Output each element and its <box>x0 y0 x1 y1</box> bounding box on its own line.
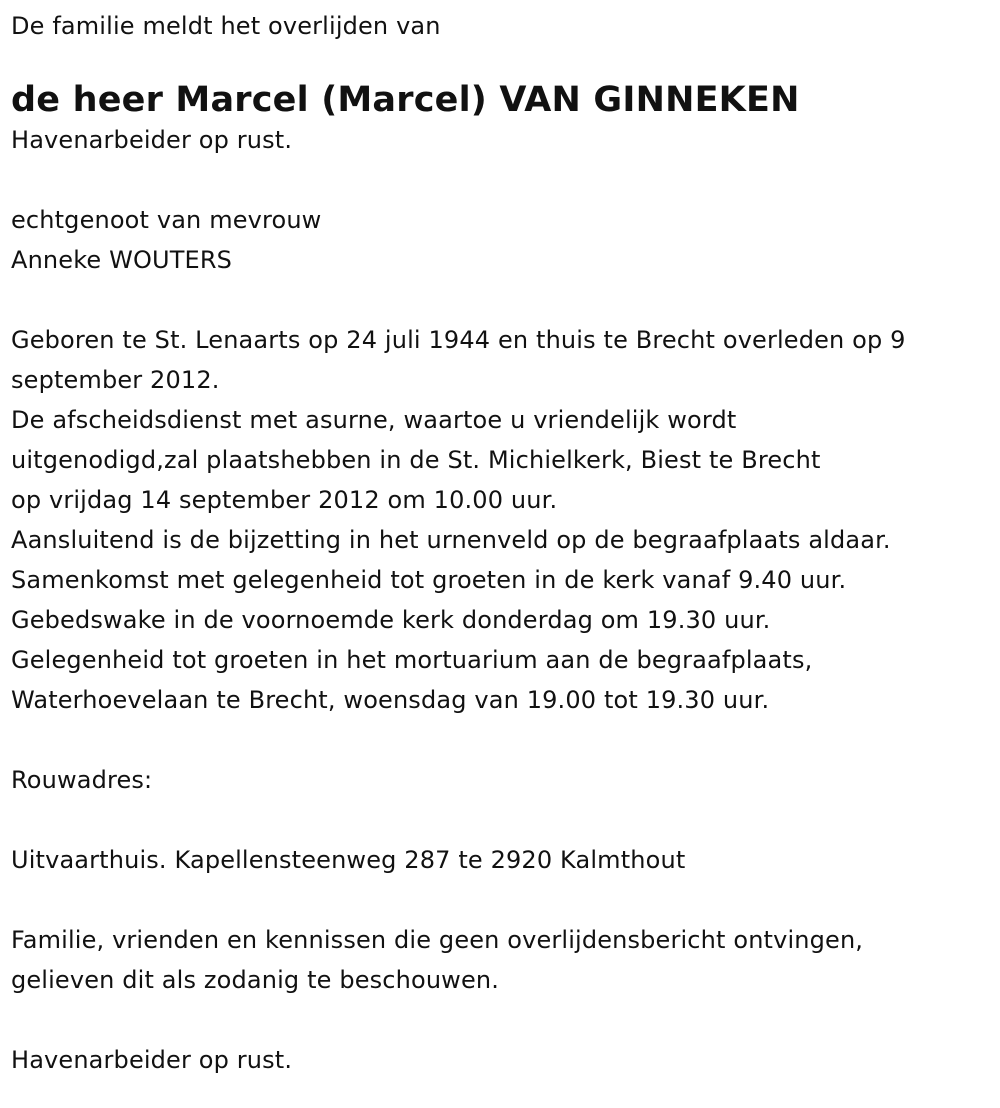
spacer <box>11 800 996 840</box>
spacer <box>11 1000 996 1040</box>
notice-line: Familie, vrienden en kennissen die geen overlijdensbericht ontvingen, <box>11 926 864 954</box>
details-line: Gelegenheid tot groeten in het mortuarium aan de begraafplaats, <box>11 646 813 674</box>
spouse-relation: echtgenoot van mevrouw <box>11 206 322 234</box>
deceased-occupation: Havenarbeider op rust. <box>11 126 293 154</box>
notice-line: gelieven dit als zodanig te beschouwen. <box>11 966 500 994</box>
closing-text: Havenarbeider op rust. <box>11 1046 293 1074</box>
spacer <box>11 720 996 760</box>
deceased-name: de heer Marcel (Marcel) VAN GINNEKEN <box>11 80 800 120</box>
details-line: uitgenodigd,zal plaatshebben in de St. Michielkerk, Biest te Brecht <box>11 446 821 474</box>
address-value: Uitvaarthuis. Kapellensteenweg 287 te 2920 Kalmthout <box>11 846 686 874</box>
spacer <box>11 880 996 920</box>
details-line: Geboren te St. Lenaarts op 24 juli 1944 en thuis te Brecht overleden op 9 <box>11 326 906 354</box>
details-block <box>11 320 996 720</box>
details-line: Gebedswake in de voornoemde kerk donderdag om 19.30 uur. <box>11 606 771 634</box>
notice-block <box>11 920 996 1000</box>
details-line: september 2012. <box>11 366 220 394</box>
intro-text: De familie meldt het overlijden van <box>11 12 441 40</box>
details-line: Samenkomst met gelegenheid tot groeten in de kerk vanaf 9.40 uur. <box>11 566 847 594</box>
address-label: Rouwadres: <box>11 766 153 794</box>
details-line: Aansluitend is de bijzetting in het urnenveld op de begraafplaats aldaar. <box>11 526 891 554</box>
details-line: De afscheidsdienst met asurne, waartoe u vriendelijk wordt <box>11 406 737 434</box>
details-line: op vrijdag 14 september 2012 om 10.00 uur. <box>11 486 558 514</box>
spacer <box>11 160 996 200</box>
spacer <box>11 46 996 73</box>
obituary-document <box>11 0 996 1080</box>
spouse-name: Anneke WOUTERS <box>11 246 233 274</box>
spacer <box>11 280 996 320</box>
details-line: Waterhoevelaan te Brecht, woensdag van 19.00 tot 19.30 uur. <box>11 686 770 714</box>
